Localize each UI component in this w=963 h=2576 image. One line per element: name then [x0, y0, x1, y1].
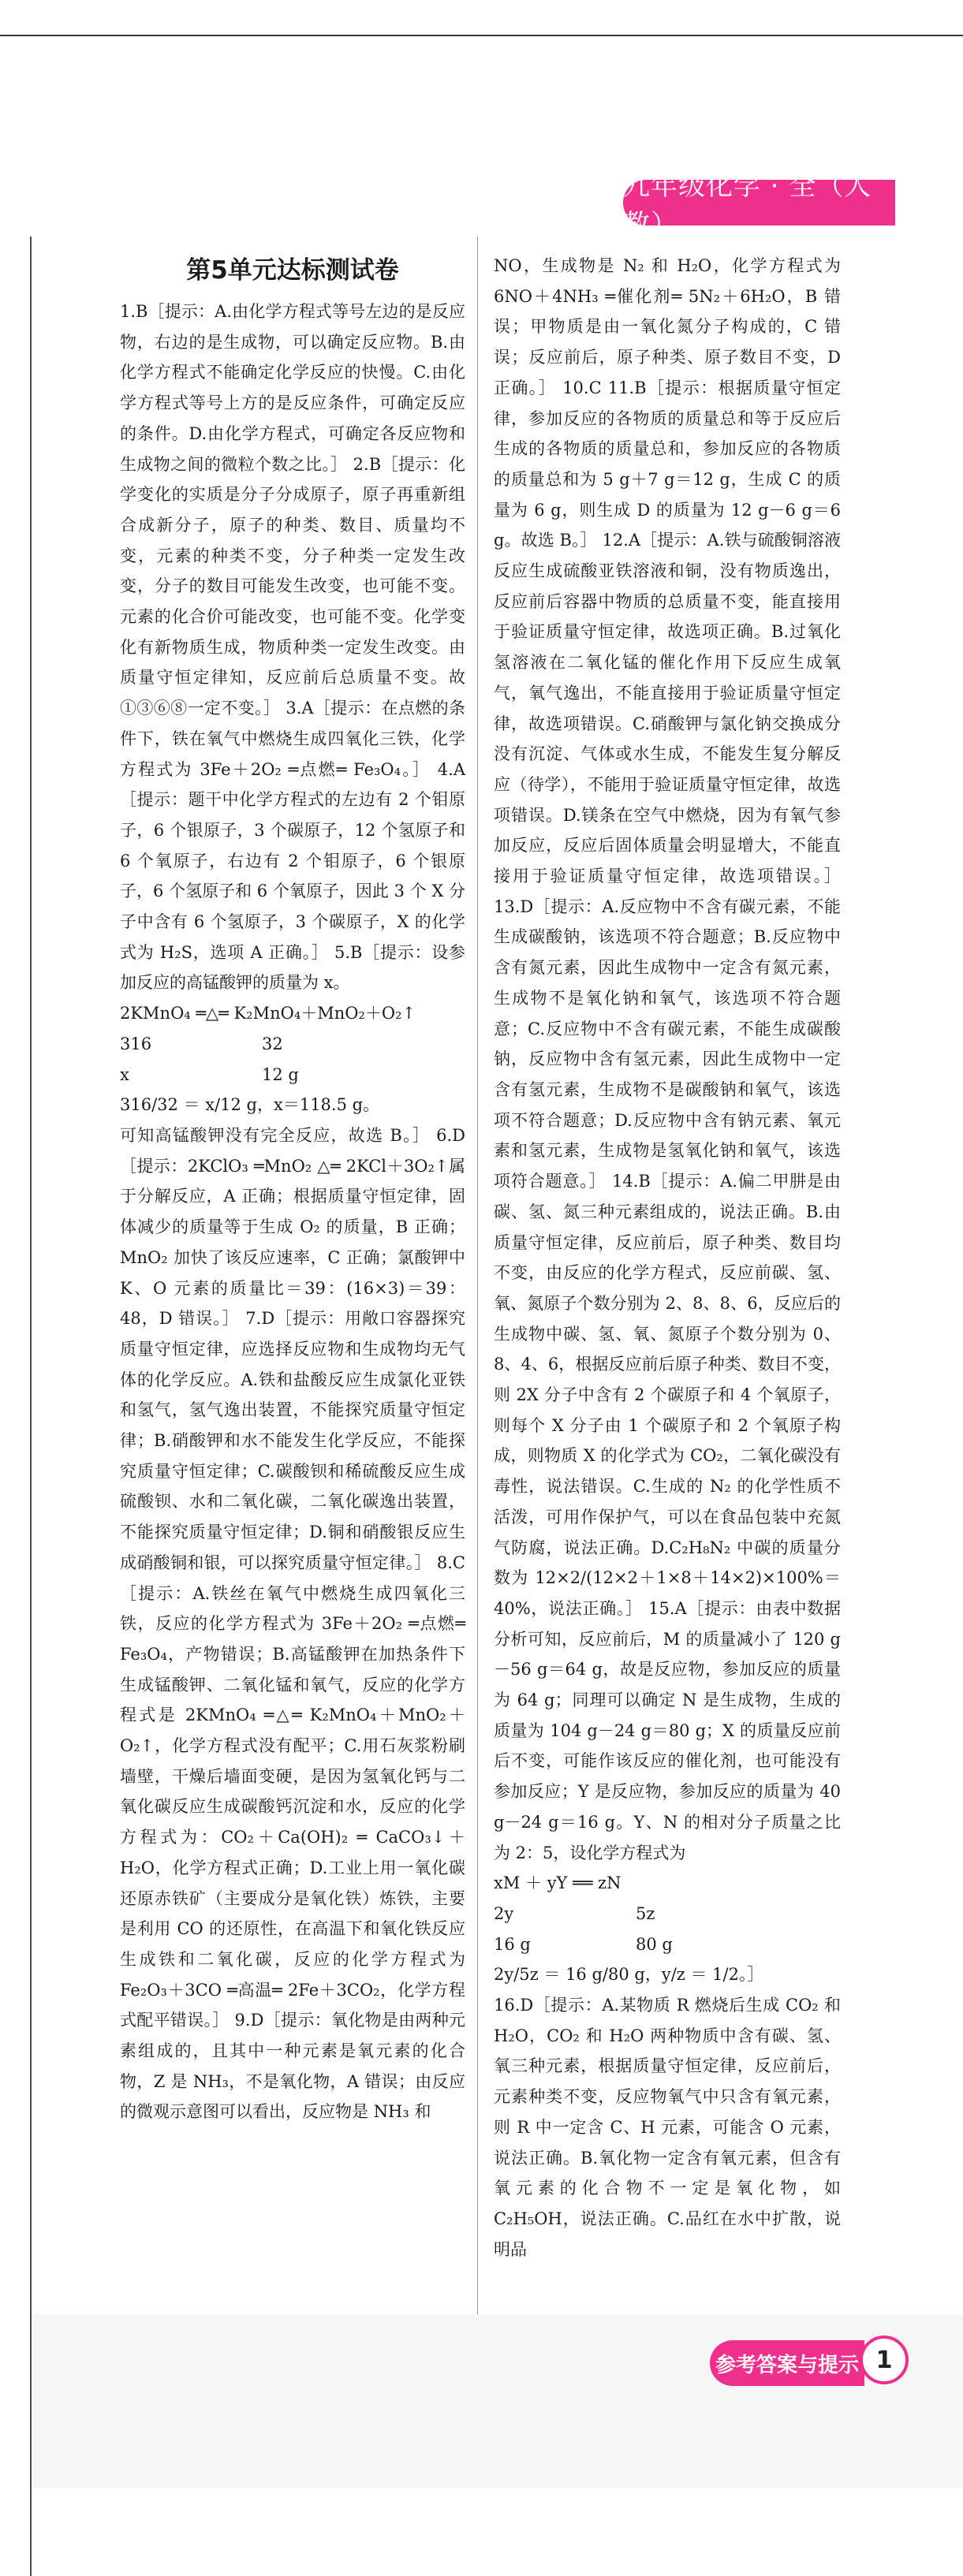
equation-masses [494, 1899, 841, 1929]
answer-text: 16.D［提示：A.某物质 R 燃烧后生成 CO₂ 和 H₂O，CO₂ 和 H₂O 两种物质中含有碳、氢、氧三种元素，根据质量守恒定律，反应前后，元素种类不变，反应物氧气中只含有氧元素，则 R 中一定含 C、H 元素，可能含 O 元素，说法正确。B.氧化物一定含有氧元素，但含有氧元素的化合物不一定是氧化物，如 C₂H₅OH，说法正确。C.品红在水中扩散，说明品 [494, 1996, 841, 2259]
unit-title: 第5单元达标测试卷 [186, 256, 399, 285]
equation-unknowns [120, 1060, 465, 1090]
mass-value: 316 [120, 1034, 152, 1053]
proportion: 2y/5z ＝ 16 g/80 g，y/z ＝ 1/2。］ [494, 1965, 764, 1985]
mass-value: 32 [262, 1034, 283, 1053]
equation: 2KMnO₄ ═△═ K₂MnO₄＋MnO₂＋O₂↑ [120, 1004, 416, 1023]
mass-value: 80 g [636, 1934, 673, 1954]
mass-value: x [120, 1064, 129, 1084]
page-edge-rule [30, 237, 32, 2576]
grade-banner: 九年级化学 · 全（人教） [623, 180, 895, 226]
column-divider [477, 237, 478, 2350]
answer-column-right [494, 251, 841, 2265]
answer-text: NO，生成物是 N₂ 和 H₂O，化学方程式为 6NO＋4NH₃ ═催化剂═ 5N₂＋6H₂O，B 错误；甲物质是由一氧化氮分子构成的，C 错误；反应前后，原子种类、原子数目不变，D 正确。］ 10.C 11.B［提示：根据质量守恒定律，参加反应的各物质的质量总和等于反应后生成的各物质的质量总和，参加反应的各物质的质量总和为 5 g＋7 g＝12 g，生成 C 的质量为 6 g，则生成 D 的质量为 12 g－6 g＝6 g。故选 B。］ 12.A［提示：A.铁与硫酸铜溶液反应生成硫酸亚铁溶液和铜，没有物质逸出，反应前后容器中物质的总质量不变，能直接用于验证质量守恒定律，故选项正确。B.过氧化氢溶液在二氧化锰的催化作用下反应生成氧气，氧气逸出，不能直接用于验证质量守恒定律，故选项错误。C.硝酸钾与氯化钠交换成分没有沉淀、气体或水生成，不能发生复分解反应（待学），不能用于验证质量守恒定律，故选项错误。D.镁条在空气中燃烧，因为有氧气参加反应，反应后固体质量会明显增大，不能直接用于验证质量守恒定律，故选项错误。］ 13.D［提示：A.反应物中不含有碳元素，不能生成碳酸钠，该选项不符合题意；B.反应物中含有氮元素，因此生成物中一定含有氮元素，生成物不是氧化钠和氧气，该选项不符合题意；C.反应物中不含有碳元素，不能生成碳酸钠，反应物中含有氢元素，因此生成物中一定含有氢元素，生成物不是碳酸钠和氧气，该选项不符合题意；D.反应物中含有钠元素、氧元素和氢元素，生成物是氢氧化钠和氧气，该选项符合题意。］ 14.B［提示：A.偏二甲肼是由碳、氢、氮三种元素组成的，说法正确。B.由质量守恒定律，反应前后，原子种类、数目均不变，由反应的化学方程式，反应前碳、氢、氧、氮原子个数分别为 2、8、8、6，反应后的生成物中碳、氢、氧、氮原子个数分别为 0、8、4、6，根据反应前后原子种类、数目不变，则 2X 分子中含有 2 个碳原子和 4 个氧原子，则每个 X 分子由 1 个碳原子和 2 个氧原子构成，则物质 X 的化学式为 CO₂，二氧化碳没有毒性，说法错误。C.生成的 N₂ 的化学性质不活泼，可用作保护气，可以在食品包装中充氮气防腐，说法正确。D.C₂H₈N₂ 中碳的质量分数为 12×2/(12×2＋1×8＋14×2)×100%＝40%，说法正确。］ 15.A［提示：由表中数据分析可知，反应前后，M 的质量减小了 120 g－56 g＝64 g，故是反应物，参加反应的质量为 64 g；同理可以确定 N 是生成物，生成的质量为 104 g－24 g＝80 g；X 的质量反应前后不变，可能作该反应的催化剂，也可能没有参加反应；Y 是反应物，参加反应的质量为 40 g－24 g＝16 g。Y、N 的相对分子质量之比为 2：5，设化学方程式为 [494, 256, 841, 1862]
answer-column-left [120, 251, 465, 2127]
mass-value: 16 g [494, 1934, 531, 1954]
mass-value: 12 g [262, 1064, 299, 1084]
page-number: 1 [860, 2336, 909, 2384]
equation-unknowns [494, 1929, 841, 1960]
equation-masses [120, 1029, 465, 1060]
equation: xM ＋ yY ══ zN [494, 1873, 621, 1893]
mass-value: 5z [636, 1903, 655, 1923]
answer-text: 1.B［提示：A.由化学方程式等号左边的是反应物，右边的是生成物，可以确定反应物。B.由化学方程式不能确定化学反应的快慢。C.由化学方程式等号上方的是反应条件，可确定反应的条件。D.由化学方程式，可确定各反应物和生成物之间的微粒个数之比。］ 2.B［提示：化学变化的实质是分子分成原子，原子再重新组合成新分子，原子的种类、数目、质量均不变，元素的种类不变，分子种类一定发生改变，分子的数目可能发生改变，也可能不变。元素的化合价可能改变，也可能不变。化学变化有新物质生成，物质种类一定发生改变。由质量守恒定律知，反应前后总质量不变。故①③⑥⑧一定不变。］ 3.A［提示：在点燃的条件下，铁在氧气中燃烧生成四氧化三铁，化学方程式为 3Fe＋2O₂ ═点燃═ Fe₃O₄。］ 4.A［提示：题干中化学方程式的左边有 2 个钼原子，6 个银原子，3 个碳原子，12 个氢原子和 6 个氧原子，右边有 2 个钼原子，6 个银原子，6 个氢原子和 6 个氧原子，因此 3 个 X 分子中含有 6 个氢原子，3 个碳原子，X 的化学式为 H₂S，选项 A 正确。］ 5.B［提示：设参加反应的高锰酸钾的质量为 x。 [120, 302, 465, 993]
mass-value: 2y [494, 1903, 514, 1923]
footer-banner: 参考答案与提示 [710, 2340, 864, 2386]
proportion: 316/32 ＝ x/12 g，x＝118.5 g。 [120, 1095, 380, 1115]
answer-text: 可知高锰酸钾没有完全反应，故选 B。］ 6.D［提示：2KClO₃ ═MnO₂ △═ 2KCl＋3O₂↑属于分解反应，A 正确；根据质量守恒定律，固体减少的质量等于生成 O₂ 的质量，B 正确；MnO₂ 加快了该反应速率，C 正确；氯酸钾中 K、O 元素的质量比＝39：(16×3)＝39：48，D 错误。］ 7.D［提示：用敞口容器探究质量守恒定律，应选择反应物和生成物均无气体的化学反应。A.铁和盐酸反应生成氯化亚铁和氢气，氢气逸出装置，不能探究质量守恒定律；B.硝酸钾和水不能发生化学反应，不能探究质量守恒定律；C.碳酸钡和稀硫酸反应生成硫酸钡、水和二氧化碳，二氧化碳逸出装置，不能探究质量守恒定律；D.铜和硝酸银反应生成硝酸铜和银，可以探究质量守恒定律。］ 8.C［提示：A.铁丝在氧气中燃烧生成四氧化三铁，反应的化学方程式为 3Fe＋2O₂ ═点燃═ Fe₃O₄，产物错误；B.高锰酸钾在加热条件下生成锰酸钾、二氧化锰和氧气，反应的化学方程式是 2KMnO₄ ═△═ K₂MnO₄＋MnO₂＋O₂↑，化学方程式没有配平；C.用石灰浆粉刷墙壁，干燥后墙面变硬，是因为氢氧化钙与二氧化碳反应生成碳酸钙沉淀和水，反应的化学方程式为：CO₂＋Ca(OH)₂ ═ CaCO₃↓＋H₂O，化学方程式正确；D.工业上用一氧化碳还原赤铁矿（主要成分是氧化铁）炼铁，主要是利用 CO 的还原性，在高温下和氧化铁反应生成铁和二氧化碳，反应的化学方程式为 Fe₂O₃＋3CO ═高温═ 2Fe＋3CO₂，化学方程式配平错误。］ 9.D［提示：氧化物是由两种元素组成的，且其中一种元素是氧元素的化合物，Z 是 NH₃，不是氧化物，A 错误；由反应的微观示意图可以看出，反应物是 NH₃ 和 [120, 1125, 465, 2122]
top-rule [0, 35, 963, 36]
